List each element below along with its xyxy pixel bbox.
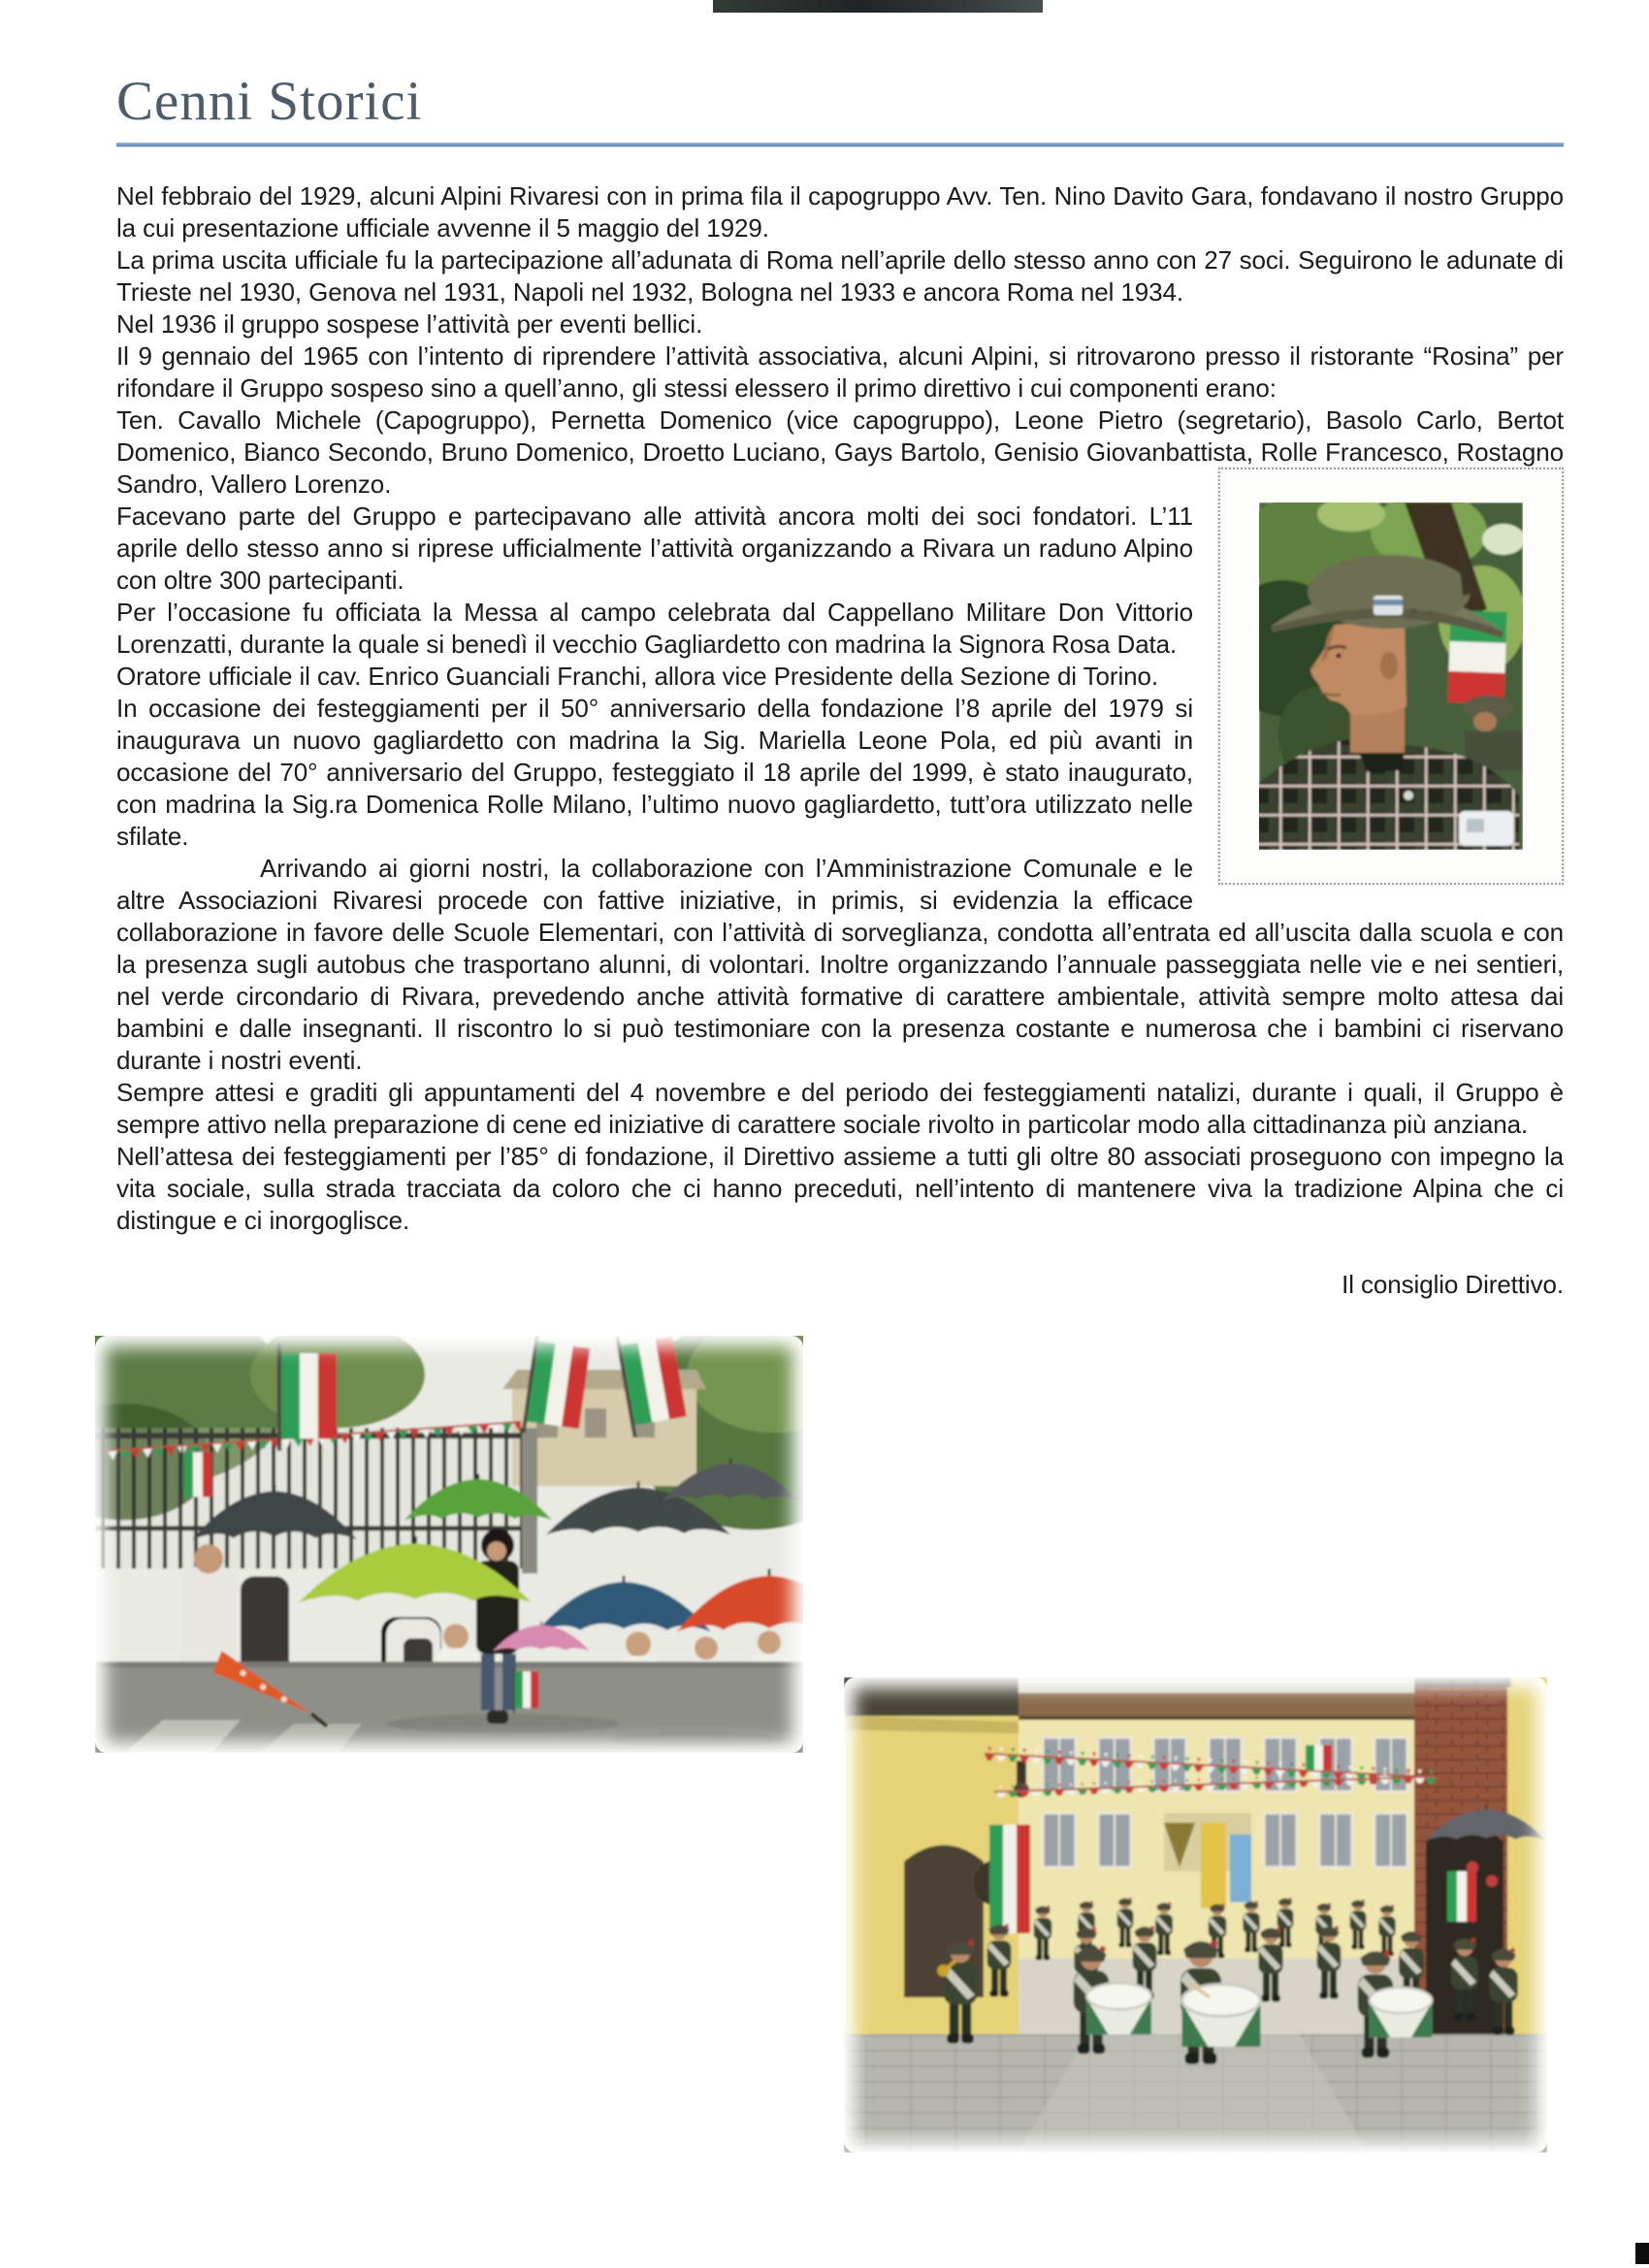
paragraph: Facevano parte del Gruppo e partecipavano alle attività ancora molti dei soci fondatori. L’11 aprile dello stesso anno si riprese ufficialmente l’attività organizzando a Rivara un raduno Alpino con oltre 300 partecipanti. — [116, 502, 1193, 595]
scan-artifact-top-bar — [713, 0, 1043, 13]
paragraph: In occasione dei festeggiamenti per il 50° anniversario della fondazione l’8 aprile del 1979 si inaugurava un nuovo gagliardetto con madrina la Sig. Mariella Leone Pola, ed più avanti in occasione del 70° anniversario del Gruppo, festeggiato il 18 aprile del 1999, è stato inaugurato, con madrina la Sig.ra Domenica Rolle Milano, l’ultimo nuovo gagliardetto, tutt’ora utilizzato nelle sfilate. — [116, 694, 1193, 851]
closing-line: Il consiglio Direttivo. — [1342, 1270, 1564, 1299]
photo-section — [116, 1336, 1564, 2257]
paragraph: La prima uscita ufficiale fu la partecipazione all’adunata di Roma nell’aprile dello stesso anno con 27 soci. Seguirono le adunate di Trieste nel 1930, Genova nel 1931, Napoli nel 1932, Bologna nel 1933 e ancora Roma nel 1934. — [116, 245, 1564, 307]
paragraph: Per l’occasione fu officiata la Messa al campo celebrata dal Cappellano Militare Don Vittorio Lorenzatti, durante la quale si benedì il vecchio Gagliardetto con madrina la Signora Rosa Data. — [116, 598, 1193, 659]
page-title: Cenni Storici — [116, 71, 423, 132]
band-photo-image — [844, 1677, 1547, 2153]
parade-photo-image — [95, 1336, 803, 1753]
paragraph: Il 9 gennaio del 1965 con l’intento di riprendere l’attività associativa, alcuni Alpini, si ritrovarono presso il ristorante “Rosina” per rifondare il Gruppo sospeso sino a quell’anno, gli stessi elessero il primo direttivo i cui componenti erano: — [116, 341, 1564, 403]
parade-photo — [95, 1336, 803, 1753]
alpino-portrait-image — [1259, 502, 1523, 850]
paragraph: Ten. Cavallo Michele (Capogruppo), Pernetta Domenico (vice capogruppo), Leone Pietro (segretario), Basolo Carlo, Bertot Domenico, Bianco Secondo, Bruno Domenico, Droetto Luciano, Gays Bartolo, Genisio Giovanbattista, Rolle Francesco, Rostagno Sandro, Vallero Lorenzo. — [116, 405, 1564, 499]
paragraph: Sempre attesi e graditi gli appuntamenti del 4 novembre e del periodo dei festeggiamenti natalizi, durante i quali, il Gruppo è sempre attivo nella preparazione di cene ed iniziative di carattere sociale rivolto in particolar modo alla cittadinanza più anziana. — [116, 1078, 1564, 1139]
paragraph: Nel febbraio del 1929, alcuni Alpini Rivaresi con in prima fila il capogruppo Avv. Ten. Nino Davito Gara, fondavano il nostro Gruppo la cui presentazione ufficiale avvenne il 5 maggio del 1929. — [116, 181, 1564, 243]
band-photo — [844, 1677, 1547, 2153]
portrait-photo — [1218, 468, 1564, 885]
scan-artifact-corner — [1635, 2243, 1649, 2264]
paragraph: Oratore ufficiale il cav. Enrico Guanciali Franchi, allora vice Presidente della Sezione di Torino. — [116, 662, 1158, 691]
paragraph: Arrivando ai giorni nostri, la collaborazione con l’Amministrazione Comunale e le altre Associazioni Rivaresi procede con fattive iniziative, in primis, si evidenzia la efficace collaborazione in favore delle Scuole Elementari, con l’attività di sorveglianza, condotta all’entrata ed all’uscita dalla scuola e con la presenza sugli autobus che trasportano alunni, di volontari. Inoltre organizzando l’annuale passeggiata nelle vie e nei sentieri, nel verde circondario di Rivara, prevedendo anche attività formative di carattere ambientale, attività sempre molto attesa dai bambini e dalle insegnanti. Il riscontro lo si può testimoniare con la presenza costante e numerosa che i bambini ci riservano durante i nostri eventi. — [116, 854, 1564, 1075]
title-underline — [116, 143, 1564, 147]
article-body — [116, 180, 1564, 1301]
tricolore-banner — [989, 1825, 1030, 1933]
paragraph: Nell’attesa dei festeggiamenti per l’85° di fondazione, il Direttivo assieme a tutti gli oltre 80 associati proseguono con impegno la vita sociale, sulla strada tracciata da coloro che ci hanno preceduti, nell’intento di mantenere viva la tradizione Alpina che ci distingue e ci inorgoglisce. — [116, 1142, 1564, 1235]
paragraph: Nel 1936 il gruppo sospese l’attività per eventi bellici. — [116, 309, 703, 339]
